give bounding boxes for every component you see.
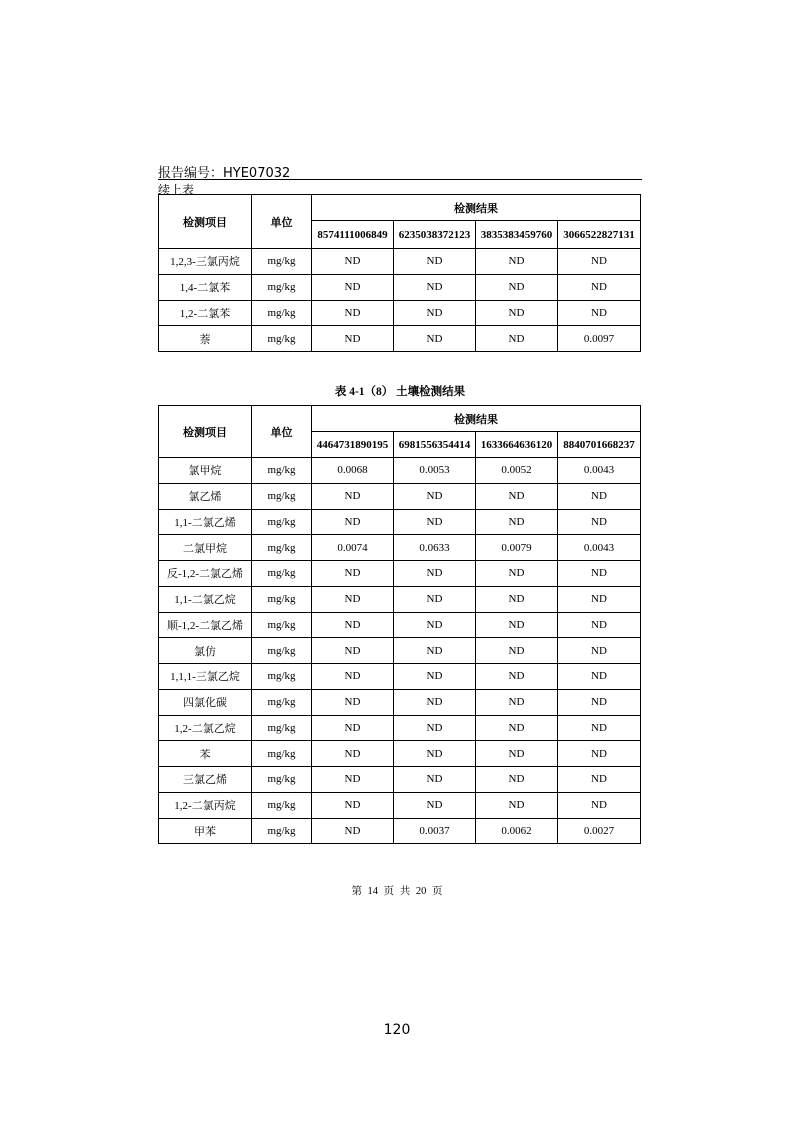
cell-item: 四氯化碳 <box>159 689 252 715</box>
cell-value: ND <box>394 792 476 818</box>
cell-unit: mg/kg <box>252 792 312 818</box>
cell-item: 1,4-二氯苯 <box>159 274 252 300</box>
table-row <box>159 249 641 275</box>
cell-item: 氯甲烷 <box>159 458 252 484</box>
cell-value: ND <box>394 249 476 275</box>
soil-results-table <box>158 405 641 844</box>
cell-value: ND <box>312 509 394 535</box>
cell-unit: mg/kg <box>252 664 312 690</box>
table-row <box>159 458 641 484</box>
cell-item: 甲苯 <box>159 818 252 844</box>
cell-item: 1,2-二氯丙烷 <box>159 792 252 818</box>
cell-value: ND <box>312 767 394 793</box>
cell-item: 氯乙烯 <box>159 483 252 509</box>
cell-unit: mg/kg <box>252 767 312 793</box>
header-item: 检测项目 <box>159 195 252 249</box>
cell-value: ND <box>312 818 394 844</box>
cell-value: ND <box>312 300 394 326</box>
cell-value: ND <box>476 767 558 793</box>
cell-item: 二氯甲烷 <box>159 535 252 561</box>
cell-value: ND <box>312 664 394 690</box>
cell-item: 苯 <box>159 741 252 767</box>
table-row <box>159 689 641 715</box>
cell-value: ND <box>312 715 394 741</box>
cell-value: ND <box>394 326 476 352</box>
cell-value: 0.0027 <box>558 818 641 844</box>
cell-value: ND <box>476 741 558 767</box>
cell-value: ND <box>394 689 476 715</box>
cell-value: 0.0633 <box>394 535 476 561</box>
cell-unit: mg/kg <box>252 689 312 715</box>
cell-value: 0.0097 <box>558 326 641 352</box>
cell-value: ND <box>312 586 394 612</box>
cell-unit: mg/kg <box>252 535 312 561</box>
cell-value: ND <box>558 586 641 612</box>
cell-value: ND <box>394 483 476 509</box>
cell-item: 萘 <box>159 326 252 352</box>
sample-id: 8574111006849 <box>312 221 394 249</box>
cell-value: ND <box>312 483 394 509</box>
cell-item: 1,2,3-三氯丙烷 <box>159 249 252 275</box>
sample-id: 3066522827131 <box>558 221 641 249</box>
cell-value: ND <box>558 741 641 767</box>
header-results: 检测结果 <box>312 195 641 221</box>
cell-value: ND <box>476 715 558 741</box>
cell-unit: mg/kg <box>252 326 312 352</box>
table-row <box>159 326 641 352</box>
header-rule <box>158 179 642 180</box>
table-row <box>159 274 641 300</box>
cell-value: ND <box>558 767 641 793</box>
cell-item: 顺-1,2-二氯乙烯 <box>159 612 252 638</box>
header-results: 检测结果 <box>312 406 641 432</box>
cell-value: ND <box>394 509 476 535</box>
cell-unit: mg/kg <box>252 586 312 612</box>
cell-value: ND <box>312 638 394 664</box>
cell-item: 1,1-二氯乙烯 <box>159 509 252 535</box>
cell-value: ND <box>394 274 476 300</box>
table-row <box>159 638 641 664</box>
cell-item: 1,2-二氯乙烷 <box>159 715 252 741</box>
cell-value: ND <box>394 300 476 326</box>
cell-value: 0.0079 <box>476 535 558 561</box>
cell-item: 1,1-二氯乙烷 <box>159 586 252 612</box>
header-item: 检测项目 <box>159 406 252 458</box>
cell-value: ND <box>476 586 558 612</box>
report-number: 报告编号：HYE07032 <box>158 166 291 181</box>
cell-value: ND <box>558 664 641 690</box>
cell-value: ND <box>476 612 558 638</box>
cell-value: 0.0043 <box>558 458 641 484</box>
table-row <box>159 741 641 767</box>
sample-id: 1633664636120 <box>476 432 558 458</box>
cell-value: ND <box>558 638 641 664</box>
cell-value: ND <box>558 612 641 638</box>
cell-value: ND <box>558 792 641 818</box>
page-footer: 第 14 页 共 20 页 <box>351 886 443 897</box>
cell-value: ND <box>558 300 641 326</box>
cell-value: ND <box>476 300 558 326</box>
cell-value: 0.0037 <box>394 818 476 844</box>
cell-value: ND <box>312 792 394 818</box>
cell-value: ND <box>394 561 476 587</box>
cell-value: ND <box>312 612 394 638</box>
sample-id: 6235038372123 <box>394 221 476 249</box>
cell-unit: mg/kg <box>252 300 312 326</box>
cell-value: ND <box>558 274 641 300</box>
cell-item: 反-1,2-二氯乙烯 <box>159 561 252 587</box>
table-row <box>159 664 641 690</box>
cell-value: ND <box>312 249 394 275</box>
cell-unit: mg/kg <box>252 715 312 741</box>
cell-value: 0.0074 <box>312 535 394 561</box>
cell-item: 氯仿 <box>159 638 252 664</box>
cell-value: ND <box>558 509 641 535</box>
sample-id: 4464731890195 <box>312 432 394 458</box>
cell-value: ND <box>394 767 476 793</box>
cell-item: 1,2-二氯苯 <box>159 300 252 326</box>
cell-value: ND <box>312 274 394 300</box>
table-row <box>159 509 641 535</box>
cell-unit: mg/kg <box>252 638 312 664</box>
table-row <box>159 715 641 741</box>
cell-unit: mg/kg <box>252 561 312 587</box>
cell-value: ND <box>394 586 476 612</box>
table-row <box>159 300 641 326</box>
cell-value: ND <box>394 715 476 741</box>
page-number: 120 <box>383 1022 411 1038</box>
table-caption: 表 4-1（8） 土壤检测结果 <box>334 386 466 398</box>
cell-unit: mg/kg <box>252 274 312 300</box>
table-row <box>159 792 641 818</box>
cell-value: ND <box>558 561 641 587</box>
table-row <box>159 818 641 844</box>
cell-value: ND <box>558 689 641 715</box>
cell-value: ND <box>558 249 641 275</box>
table-row <box>159 586 641 612</box>
cell-item: 1,1,1-三氯乙烷 <box>159 664 252 690</box>
cell-value: ND <box>476 561 558 587</box>
table-row <box>159 561 641 587</box>
table-row <box>159 535 641 561</box>
cell-value: ND <box>394 612 476 638</box>
cell-value: 0.0052 <box>476 458 558 484</box>
cell-value: ND <box>312 741 394 767</box>
cell-value: ND <box>476 689 558 715</box>
table-row <box>159 612 641 638</box>
cell-value: ND <box>476 249 558 275</box>
cell-value: ND <box>312 326 394 352</box>
cell-value: ND <box>476 326 558 352</box>
cell-value: ND <box>476 664 558 690</box>
cell-unit: mg/kg <box>252 249 312 275</box>
cell-value: ND <box>558 483 641 509</box>
cell-unit: mg/kg <box>252 509 312 535</box>
table-row <box>159 767 641 793</box>
cell-value: 0.0068 <box>312 458 394 484</box>
table-row <box>159 483 641 509</box>
cell-value: 0.0053 <box>394 458 476 484</box>
continued-label: 续上表 <box>158 183 195 197</box>
sample-id: 8840701668237 <box>558 432 641 458</box>
header-unit: 单位 <box>252 195 312 249</box>
cell-value: ND <box>312 561 394 587</box>
cell-value: ND <box>476 274 558 300</box>
cell-unit: mg/kg <box>252 612 312 638</box>
sample-id: 3835383459760 <box>476 221 558 249</box>
cell-value: ND <box>476 638 558 664</box>
cell-value: ND <box>476 509 558 535</box>
cell-value: ND <box>394 741 476 767</box>
sample-id: 6981556354414 <box>394 432 476 458</box>
cell-unit: mg/kg <box>252 458 312 484</box>
cell-value: ND <box>476 483 558 509</box>
cell-unit: mg/kg <box>252 818 312 844</box>
cell-value: 0.0062 <box>476 818 558 844</box>
cell-value: 0.0043 <box>558 535 641 561</box>
cell-unit: mg/kg <box>252 483 312 509</box>
cell-value: ND <box>476 792 558 818</box>
cell-value: ND <box>394 638 476 664</box>
cell-item: 三氯乙烯 <box>159 767 252 793</box>
cell-value: ND <box>558 715 641 741</box>
results-table-continued <box>158 194 641 352</box>
header-unit: 单位 <box>252 406 312 458</box>
cell-value: ND <box>312 689 394 715</box>
cell-unit: mg/kg <box>252 741 312 767</box>
cell-value: ND <box>394 664 476 690</box>
